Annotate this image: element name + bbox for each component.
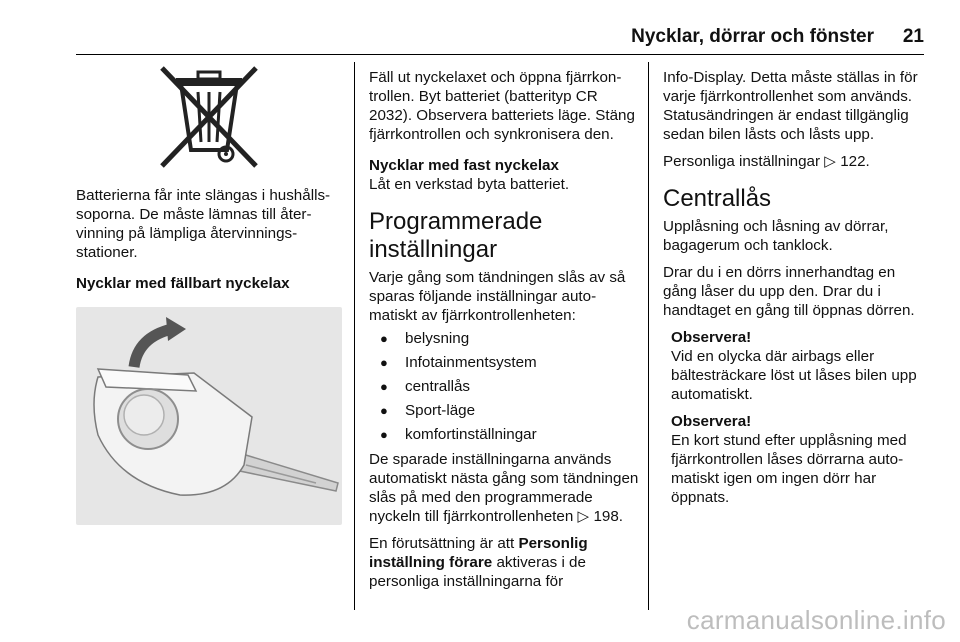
header-rule <box>76 54 924 55</box>
personal-settings-reference <box>663 152 931 171</box>
chapter-title: Nycklar, dörrar och fönster <box>631 26 874 47</box>
fixed-key-text: Låt en verkstad byta batteriet. <box>369 176 570 193</box>
central-locking-text: Drar du i en dörrs innerhandtag en gång låser du upp den. Drar du i handtaget en gång till öppnas dörren. <box>663 264 915 319</box>
page-header <box>0 0 960 58</box>
page-reference-link[interactable]: 122. <box>840 153 870 170</box>
column-divider <box>354 62 355 610</box>
page-reference-arrow-icon: ▷ <box>577 508 590 525</box>
central-locking-intro: Upplåsning och låsning av dörrar, bagagerum och tanklock. <box>663 218 889 254</box>
note-title: Observera! <box>671 329 752 346</box>
note-title: Observera! <box>671 413 752 430</box>
column-2 <box>369 68 639 599</box>
list-item: ● Sport-läge <box>369 401 639 420</box>
list-item: ● belysning <box>369 329 639 348</box>
column-3 <box>663 68 931 515</box>
personal-settings-label: Personliga inställningar <box>663 153 821 170</box>
requirement-post: aktiveras i de personliga inställningarna för <box>369 554 586 590</box>
central-locking-heading: Centrallås <box>663 185 772 212</box>
note-auto-relock <box>671 412 931 507</box>
requirement-pre: En förutsättning är att <box>369 535 515 552</box>
crossed-out-wheelie-bin-icon <box>76 62 342 172</box>
programmed-settings-heading: Programmerade inställningar <box>369 208 543 263</box>
page-reference-link[interactable]: 198. <box>593 508 624 525</box>
settings-list <box>369 329 639 444</box>
watermark: carmanualsonline.info <box>686 605 946 635</box>
column-1 <box>76 62 342 525</box>
list-item: ● Infotainmentsystem <box>369 353 639 372</box>
stored-settings-text <box>369 450 639 526</box>
requirement-setting-name: Personlig inställning förare <box>369 535 588 571</box>
list-item: ● komfortinställningar <box>369 425 639 444</box>
note-airbag <box>671 328 931 404</box>
programmed-settings-intro: Varje gång som tändningen slås av så sparas följande inställningar automatiskt av fjärrkontrollenheten: <box>369 269 626 324</box>
battery-replacement-text: Fäll ut nyckelaxet och öppna fjärrkontrollen. Byt batteriet (batterityp CR 2032). Observera batteriets läge. Stäng fjärrkontrollen och synkronisera den. <box>369 69 635 143</box>
list-item: ● centrallås <box>369 377 639 396</box>
note-text: En kort stund efter upplåsning med fjärrkontrollen låses dörrarna automatiskt igen om ingen dörr har öppnats. <box>671 432 907 506</box>
requirement-text <box>369 534 639 591</box>
stored-settings-body: De sparade inställningarna används automatiskt nästa gång som tändningen slås på med den programmerade nyckeln till fjärrkontrollenheten <box>369 451 639 525</box>
folding-key-heading: Nycklar med fällbart nyckelax <box>76 275 290 292</box>
info-display-text: Info-Display. Detta måste ställas in för varje fjärrkontrollenhet som används. Statusändringen är endast tillgänglig sedan bilen låsts och låsts upp. <box>663 69 918 143</box>
battery-disposal-text: Batterierna får inte slängas i hushållssoporna. De måste lämnas till återvinning på lämpliga återvinningsstationer. <box>76 187 331 261</box>
folding-key-battery-replacement-image <box>76 307 342 525</box>
page-number: 21 <box>902 26 924 47</box>
column-divider <box>648 62 649 610</box>
note-text: Vid en olycka där airbags eller bältesträckare löst ut låses bilen upp automatiskt. <box>671 348 917 403</box>
page-reference-arrow-icon: ▷ <box>824 153 836 170</box>
fixed-key-heading: Nycklar med fast nyckelax <box>369 157 559 174</box>
